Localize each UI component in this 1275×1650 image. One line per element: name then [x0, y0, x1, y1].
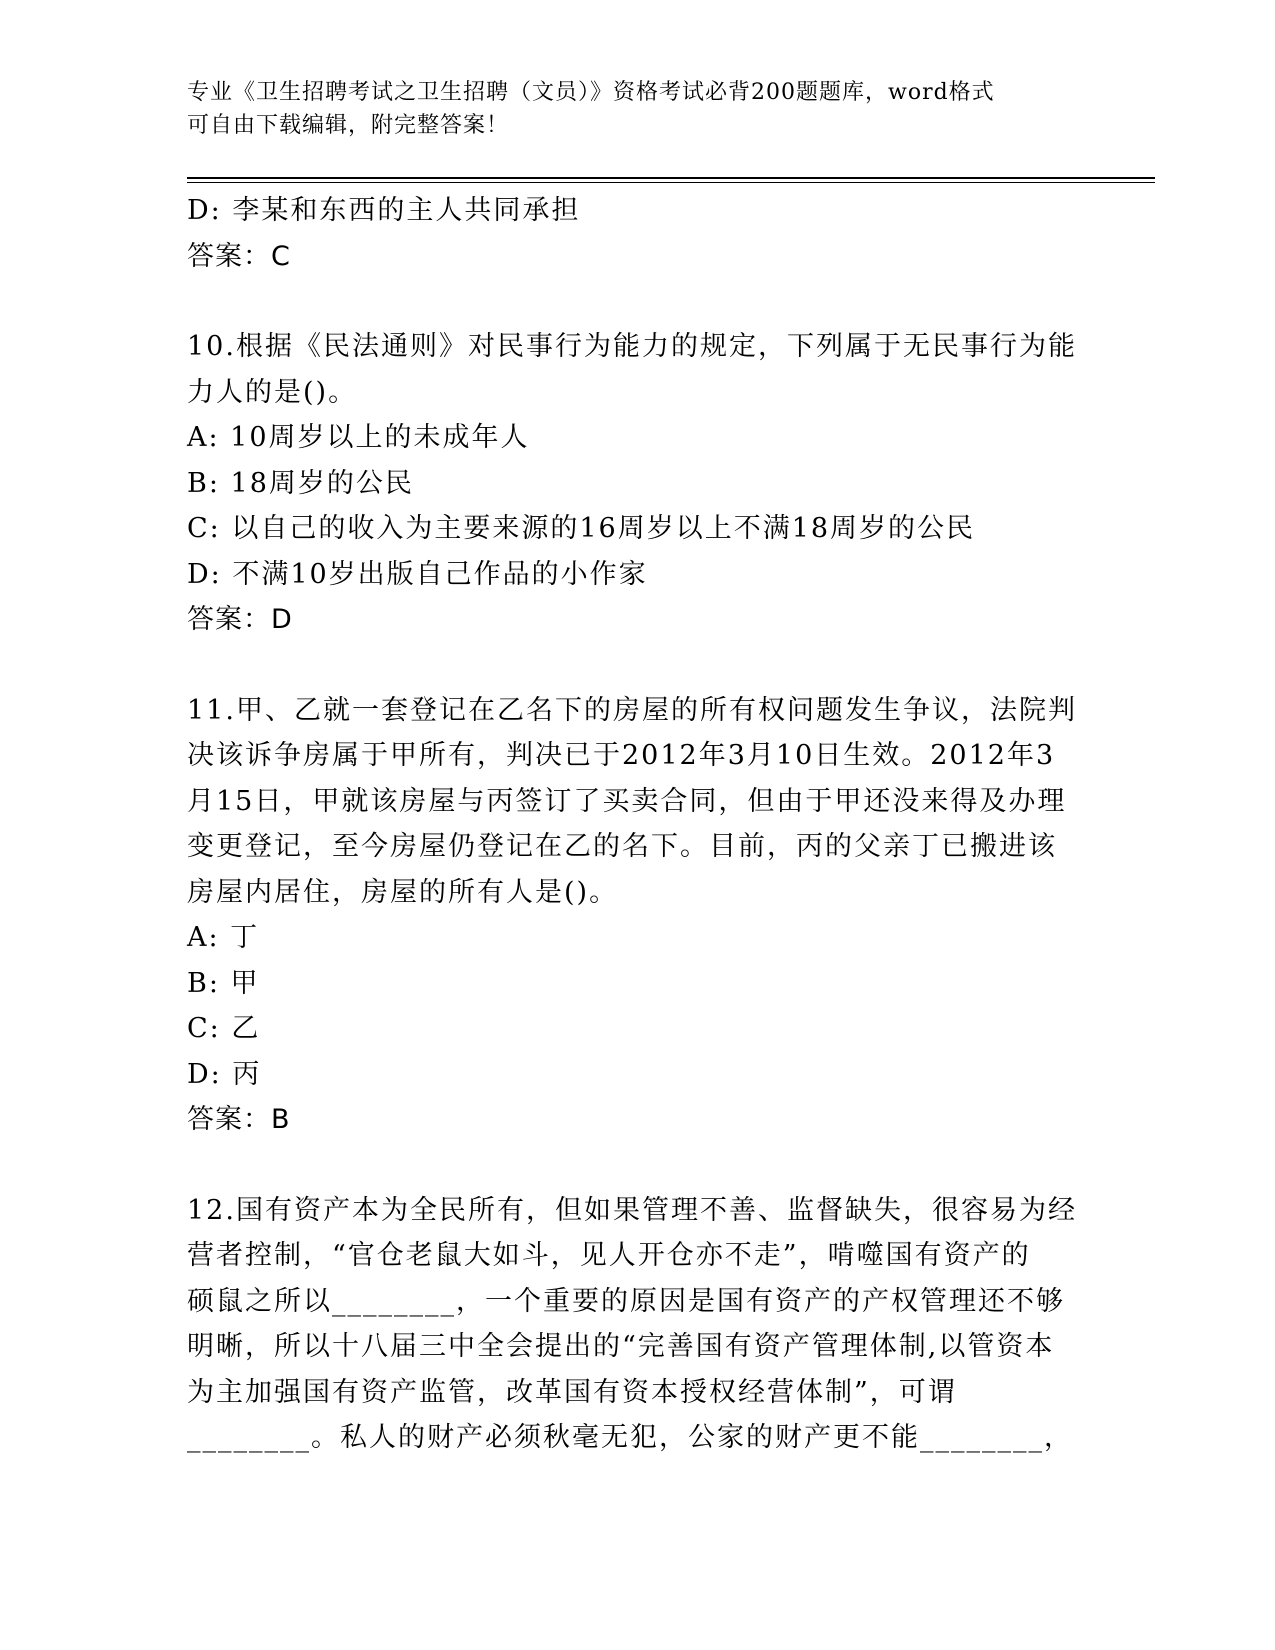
q11-stem-line: 11.甲、乙就一套登记在乙名下的房屋的所有权问题发生争议，法院判 — [187, 694, 1077, 726]
header-divider-thick — [187, 177, 1155, 179]
q11-stem-line: 房屋内居住，房屋的所有人是()。 — [187, 876, 619, 908]
q10-option-d: D: 不满10岁出版自己作品的小作家 — [187, 558, 648, 590]
q9-answer: 答案：C — [187, 240, 291, 272]
q12-stem-line: 硕鼠之所以________，一个重要的原因是国有资产的产权管理还不够 — [187, 1285, 1065, 1317]
q11-stem-line: 月15日，甲就该房屋与丙签订了买卖合同，但由于甲还没来得及办理 — [187, 785, 1067, 817]
q11-stem-line: 决该诉争房属于甲所有，判决已于2012年3月10日生效。2012年3 — [187, 740, 1056, 771]
q12-stem-line: 为主加强国有资产监管，改革国有资本授权经营体制”，可谓 — [187, 1376, 957, 1408]
q11-option-a: A: 丁 — [187, 922, 260, 953]
question-11 — [187, 688, 1087, 1143]
q11-option-d: D: 丙 — [187, 1058, 262, 1090]
spacer — [187, 1143, 1087, 1188]
spacer — [187, 279, 1087, 324]
q11-stem-line: 变更登记，至今房屋仍登记在乙的名下。目前，丙的父亲丁已搬进该 — [187, 831, 1057, 862]
question-content — [187, 188, 1087, 1461]
q10-stem-line: 10.根据《民法通则》对民事行为能力的规定，下列属于无民事行为能 — [187, 331, 1077, 362]
q10-answer: 答案：D — [187, 604, 293, 635]
header-divider-thin — [187, 182, 1155, 183]
q11-option-c: C: 乙 — [187, 1013, 261, 1044]
q10-option-a: A: 10周岁以上的未成年人 — [187, 422, 530, 453]
q9-option-d: D: 李某和东西的主人共同承担 — [187, 195, 581, 226]
q10-option-b: B: 18周岁的公民 — [187, 467, 414, 499]
document-header — [187, 76, 1067, 142]
q12-stem-line: 营者控制，“官仓老鼠大如斗，见人开仓亦不走”，啃噬国有资产的 — [187, 1240, 1031, 1271]
q11-answer: 答案：B — [187, 1104, 291, 1135]
q12-stem-line: ________。私人的财产必须秋毫无犯，公家的财产更不能________， — [187, 1422, 1073, 1453]
q10-option-c: C: 以自己的收入为主要来源的16周岁以上不满18周岁的公民 — [187, 513, 976, 544]
spacer — [187, 643, 1087, 688]
question-9-tail — [187, 188, 1087, 279]
header-line-2: 可自由下载编辑，附完整答案！ — [187, 113, 510, 138]
q10-stem-line: 力人的是()。 — [187, 376, 358, 408]
header-line-1: 专业《卫生招聘考试之卫生招聘（文员）》资格考试必背200题题库，word格式 — [187, 80, 995, 105]
question-12 — [187, 1188, 1087, 1461]
q12-stem-line: 12.国有资产本为全民所有，但如果管理不善、监督缺失，很容易为经 — [187, 1194, 1077, 1226]
q12-stem-line: 明晰，所以十八届三中全会提出的“完善国有资产管理体制,以管资本 — [187, 1331, 1055, 1362]
question-10 — [187, 324, 1087, 643]
q11-option-b: B: 甲 — [187, 967, 260, 999]
